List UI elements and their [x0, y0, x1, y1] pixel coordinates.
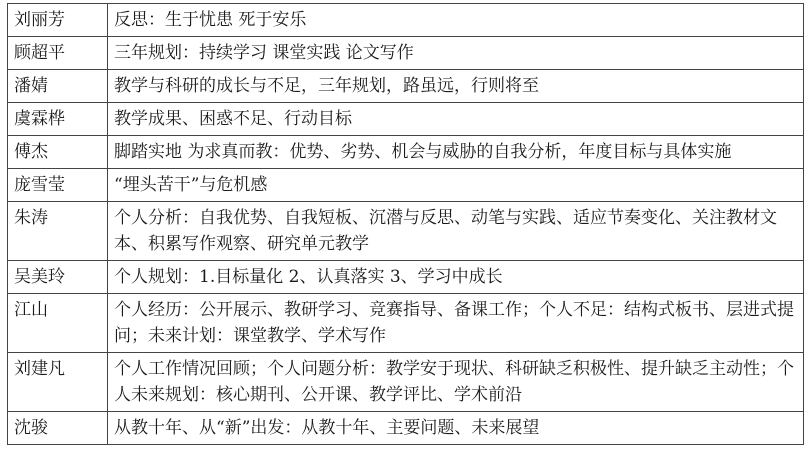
plan-content-cell: 反思：生于忧患 死于安乐 — [108, 4, 804, 37]
plan-content-cell: 教学与科研的成长与不足，三年规划，路虽远，行则将至 — [108, 70, 804, 103]
plan-content-cell: 教学成果、困惑不足、行动目标 — [108, 103, 804, 136]
table-row — [8, 294, 804, 353]
table-row — [8, 412, 804, 445]
plan-content-cell: 个人分析：自我优势、自我短板、沉潜与反思、动笔与实践、适应节奏变化、关注教材文本、积累写作观察、研究单元教学 — [108, 202, 804, 261]
teacher-name-cell: 傅杰 — [8, 136, 108, 169]
teacher-name-cell: 江山 — [8, 294, 108, 353]
table-row — [8, 353, 804, 412]
teacher-name-cell: 刘丽芳 — [8, 4, 108, 37]
teacher-name-cell: 庞雪莹 — [8, 169, 108, 202]
table-row — [8, 169, 804, 202]
plan-content-cell: “埋头苦干”与危机感 — [108, 169, 804, 202]
plan-summary-table — [7, 3, 804, 445]
plan-content-cell: 个人规划：1.目标量化 2、认真落实 3、学习中成长 — [108, 261, 804, 294]
table-row — [8, 202, 804, 261]
plan-content-cell: 三年规划：持续学习 课堂实践 论文写作 — [108, 37, 804, 70]
teacher-name-cell: 虞霖桦 — [8, 103, 108, 136]
plan-content-cell: 个人工作情况回顾；个人问题分析：教学安于现状、科研缺乏积极性、提升缺乏主动性；个人未来规划：核心期刊、公开课、教学评比、学术前沿 — [108, 353, 804, 412]
table-row — [8, 37, 804, 70]
teacher-name-cell: 吴美玲 — [8, 261, 108, 294]
table-row — [8, 136, 804, 169]
table-row — [8, 261, 804, 294]
plan-content-cell: 脚踏实地 为求真而教：优势、劣势、机会与威胁的自我分析，年度目标与具体实施 — [108, 136, 804, 169]
plan-content-cell: 从教十年、从“新”出发：从教十年、主要问题、未来展望 — [108, 412, 804, 445]
teacher-name-cell: 潘婧 — [8, 70, 108, 103]
table-row — [8, 70, 804, 103]
teacher-name-cell: 顾超平 — [8, 37, 108, 70]
teacher-name-cell: 朱涛 — [8, 202, 108, 261]
teacher-name-cell: 刘建凡 — [8, 353, 108, 412]
table-row — [8, 4, 804, 37]
plan-content-cell: 个人经历：公开展示、教研学习、竞赛指导、备课工作；个人不足：结构式板书、层进式提问；未来计划：课堂教学、学术写作 — [108, 294, 804, 353]
table-row — [8, 103, 804, 136]
teacher-name-cell: 沈骏 — [8, 412, 108, 445]
